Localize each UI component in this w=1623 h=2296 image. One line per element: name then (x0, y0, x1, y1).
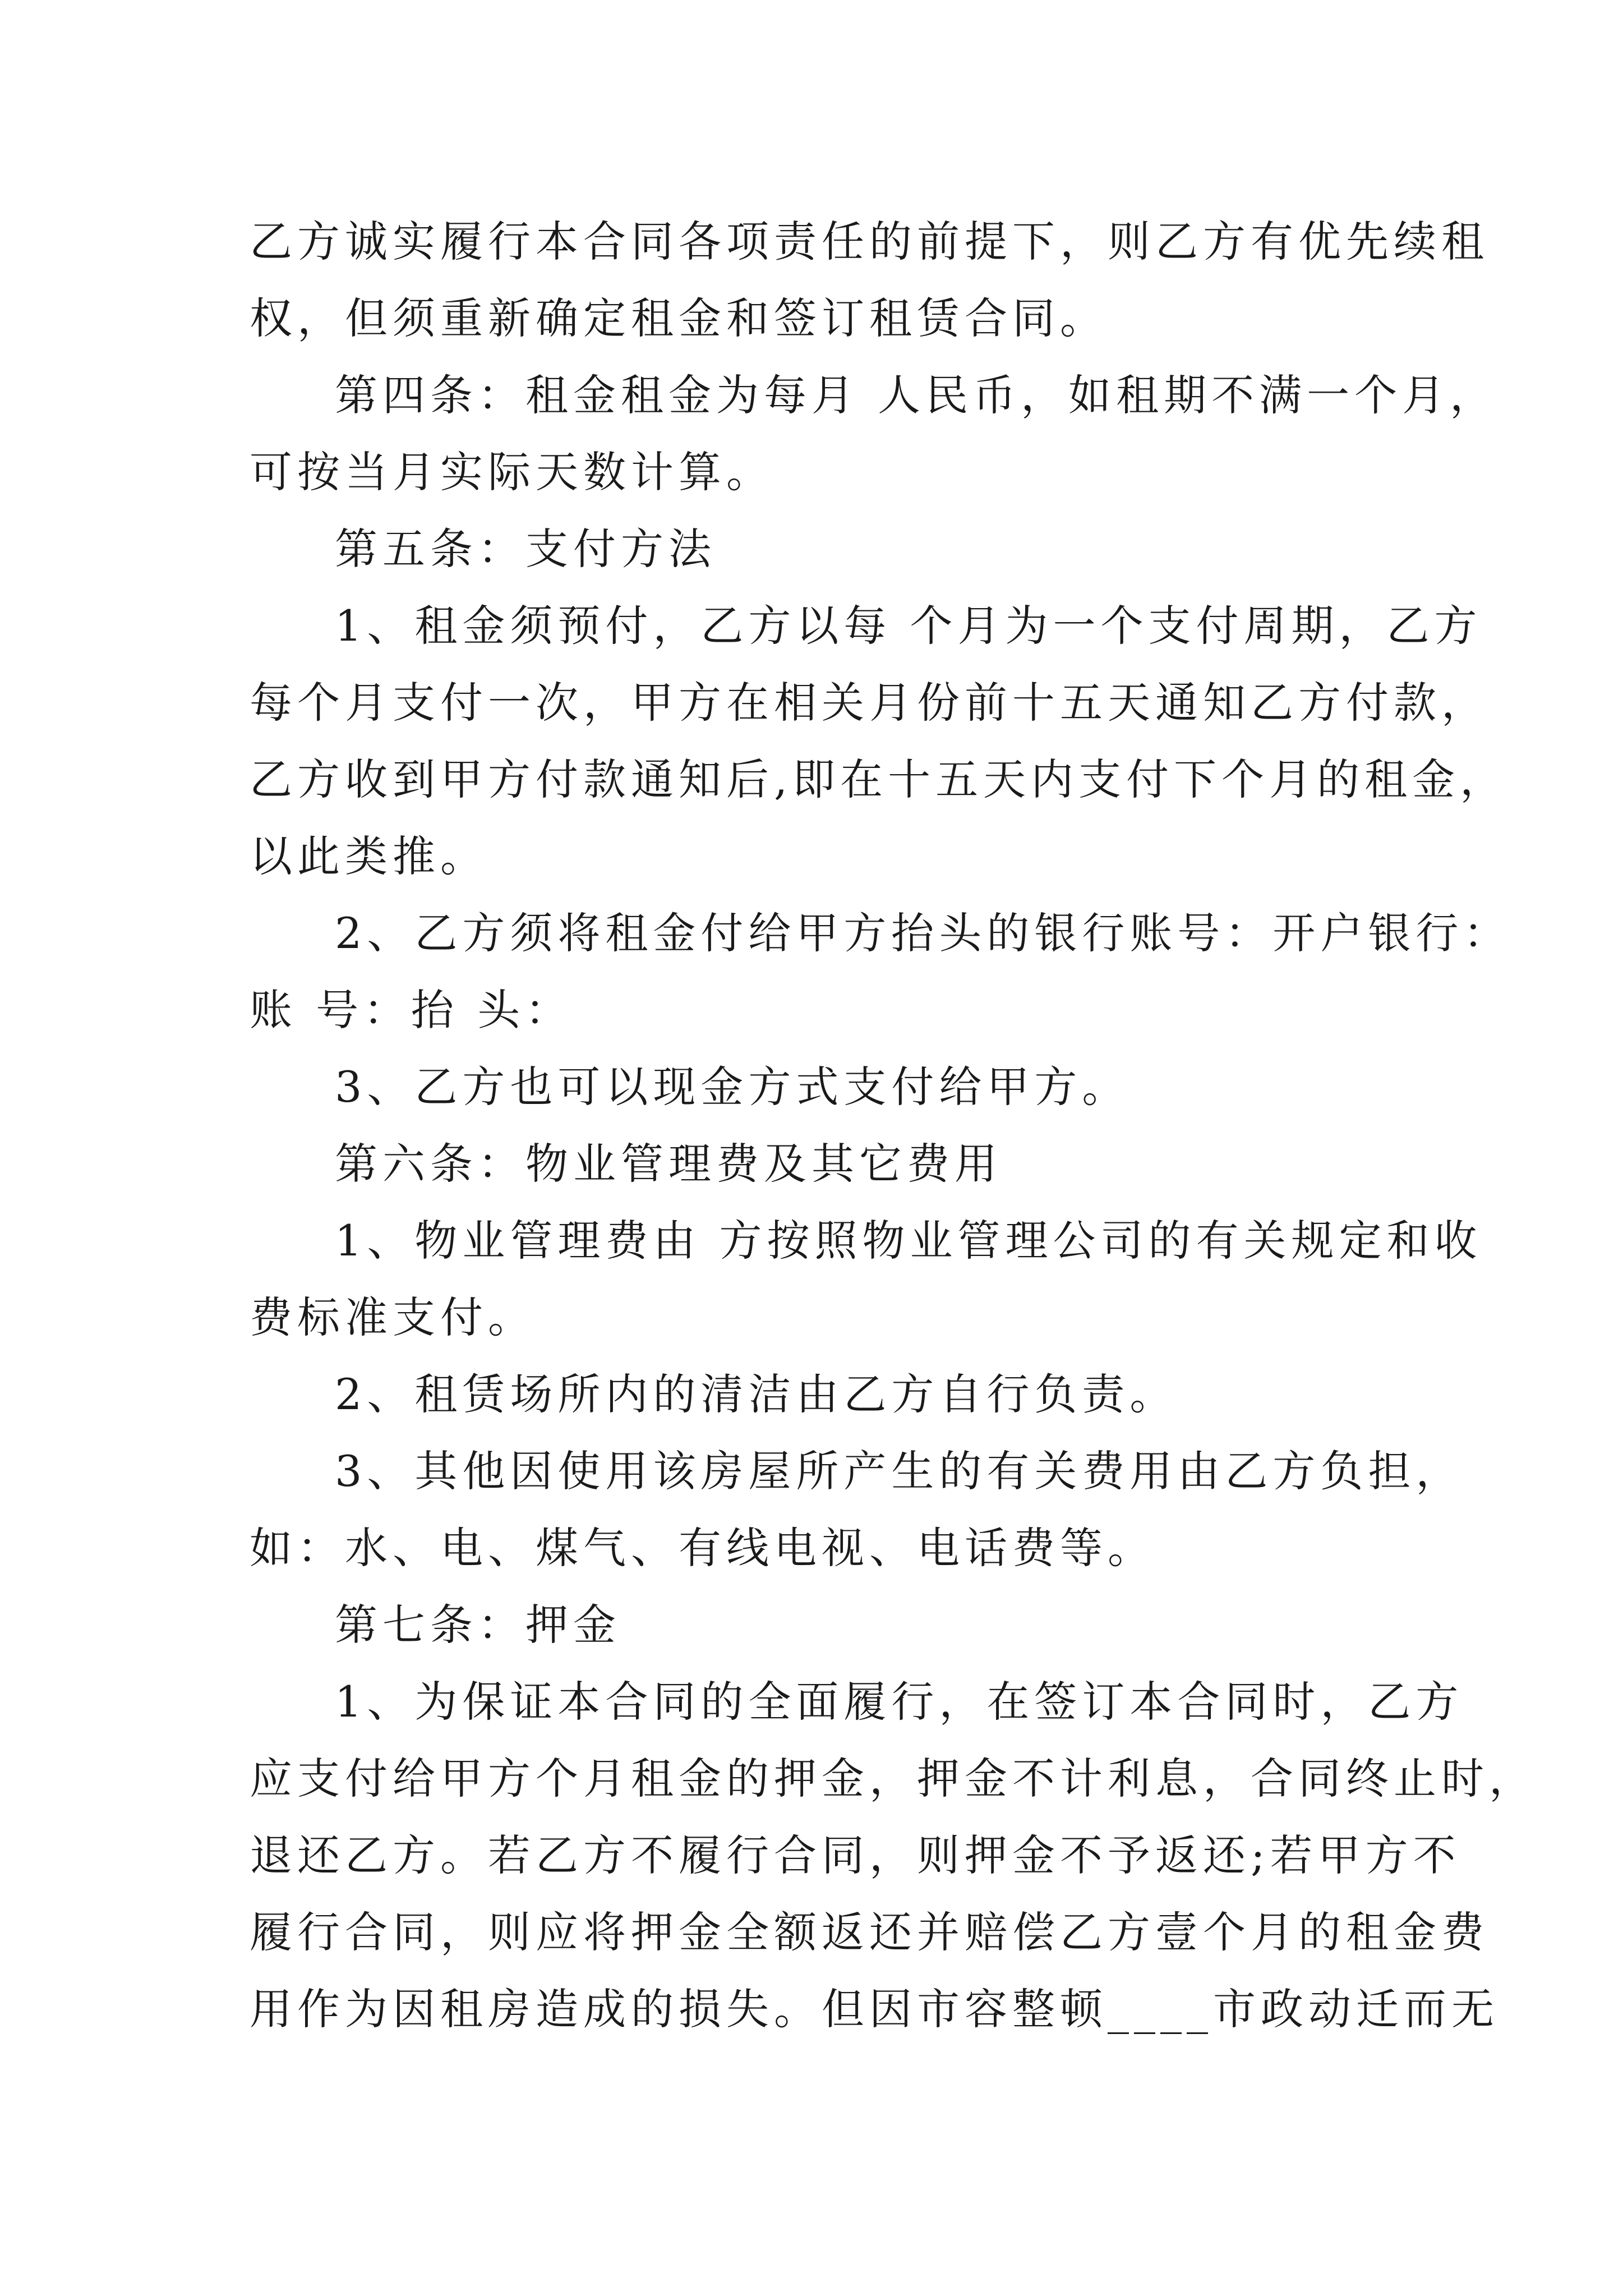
text-line: 可按当月实际天数计算。 (250, 447, 774, 497)
contract-text (250, 203, 1537, 2047)
text-line: 1、物业管理费由 方按照物业管理公司的有关规定和收 (335, 1216, 1482, 1266)
text-line: 3、乙方也可以现金方式支付给甲方。 (335, 1062, 1130, 1112)
text-line: 1、租金须预付，乙方以每 个月为一个支付周期，乙方 (335, 601, 1482, 651)
text-line: 乙方收到甲方付款通知后,即在十五天内支付下个月的租金， (250, 754, 1508, 804)
text-line: 2、乙方须将租金付给甲方抬头的银行账号：开户银行： (335, 908, 1511, 958)
article-4-heading: 第四条：租金租金为每月 人民币，如租期不满一个月， (335, 370, 1498, 420)
article-6-heading: 第六条：物业管理费及其它费用 (335, 1139, 1002, 1189)
text-line: 应支付给甲方个月租金的押金，押金不计利息，合同终止时， (250, 1754, 1537, 1803)
text-line: 权，但须重新确定租金和签订租赁合同。 (250, 293, 1108, 343)
text-line: 退还乙方。若乙方不履行合同，则押金不予返还;若甲方不 (250, 1830, 1461, 1880)
text-line: 每个月支付一次，甲方在相关月份前十五天通知乙方付款， (250, 678, 1489, 728)
text-line: 用作为因租房造成的损失。但因市容整顿____市政动迁而无 (250, 1984, 1499, 2034)
text-line: 以此类推。 (250, 831, 488, 881)
text-line: 履行合同，则应将押金全额返还并赔偿乙方壹个月的租金费 (250, 1907, 1489, 1957)
text-line: 1、为保证本合同的全面履行，在签订本合同时，乙方 (335, 1677, 1464, 1727)
article-5-heading: 第五条：支付方法 (335, 524, 716, 574)
article-7-heading: 第七条：押金 (335, 1600, 621, 1650)
text-line: 费标准支付。 (250, 1292, 536, 1342)
text-line: 乙方诚实履行本合同各项责任的前提下，则乙方有优先续租 (250, 217, 1489, 266)
text-line: 2、租赁场所内的清洁由乙方自行负责。 (335, 1369, 1178, 1419)
text-line: 账 号：抬 头： (250, 985, 573, 1035)
text-line: 3、其他因使用该房屋所产生的有关费用由乙方负担， (335, 1446, 1464, 1496)
text-line: 如：水、电、煤气、有线电视、电话费等。 (250, 1523, 1155, 1573)
